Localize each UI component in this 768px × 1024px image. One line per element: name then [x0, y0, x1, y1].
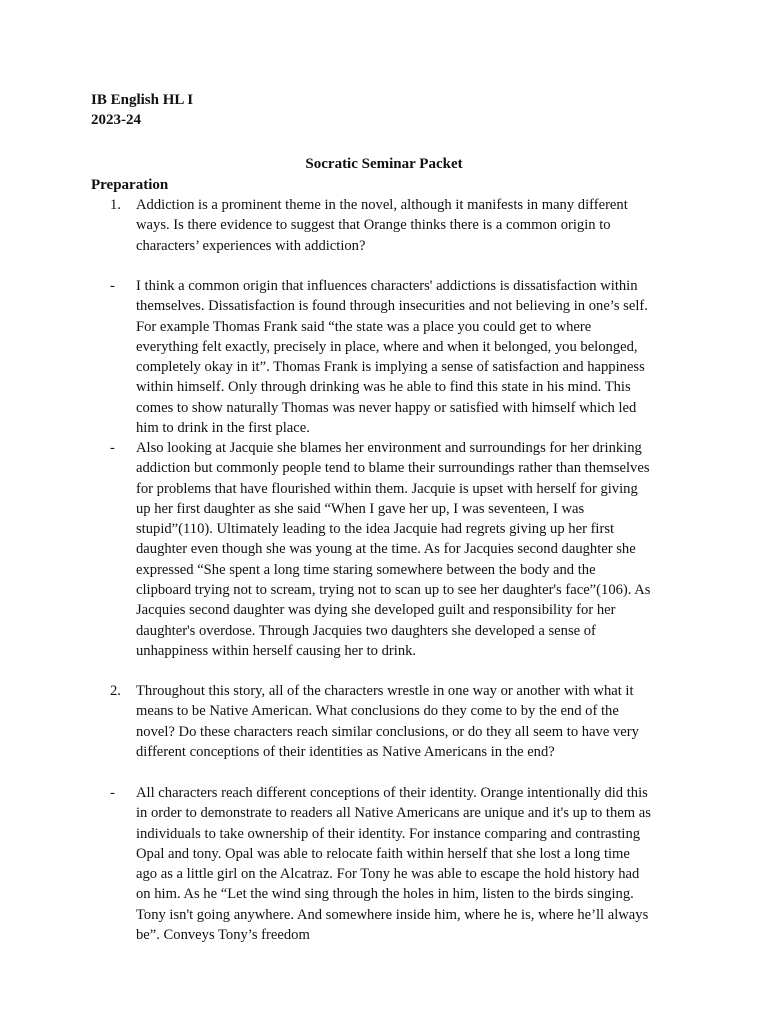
list-marker: - — [110, 278, 115, 294]
answer-text: Also looking at Jacquie she blames her environment and surroundings for her drinking addiction but commonly people tend to blame their surroundings rather than themselves for problems that have flourished within them. Jacquie is upset with herself for giving up her first daughter as she said “When I gave her up, I was seventeen, I was stupid”(110). Ultimately leading to the idea Jacquie had regrets giving up her first daughter even though she was young at the time. As for Jacquies second daughter she expressed “She spent a long time staring somewhere between the body and the clipboard trying not to scream, trying not to scan up to see her daughter's face”(106). As Jacquies second daughter was dying she developed guilt and responsibility for her daughter's overdose. Through Jacquies two daughters she developed a sense of unhappiness within herself causing her to drink. — [136, 440, 651, 659]
question-1 — [110, 195, 654, 256]
course-name: IB English HL I — [91, 92, 194, 108]
section-heading: Preparation — [91, 177, 169, 193]
list-marker: - — [110, 785, 115, 801]
list-marker: 1. — [110, 197, 121, 213]
school-year: 2023-24 — [91, 112, 141, 128]
page-title: Socratic Seminar Packet — [305, 156, 463, 172]
list-marker: 2. — [110, 683, 121, 699]
answer-1a — [110, 276, 654, 438]
question-text: Addiction is a prominent theme in the novel, although it manifests in many different ways. Is there evidence to suggest that Orange thinks there is a common origin to characters’ experiences with addiction? — [136, 197, 628, 254]
answer-text: I think a common origin that influences characters' addictions is dissatisfaction within themselves. Dissatisfaction is found through insecurities and not believing in one’s self. For example Thomas Frank said “the state was a place you could get to where everything felt exactly, precisely in place, where and when it belonged, you belonged, completely okay in it”. Thomas Frank is implying a sense of satisfaction and happiness within himself. Only through drinking was he able to find this state in his mind. This comes to show naturally Thomas was never happy or satisfied with himself which led him to drink in the first place. — [136, 278, 648, 437]
answer-1b — [110, 438, 654, 661]
answer-text: All characters reach different conceptions of their identity. Orange intentionally did this in order to demonstrate to readers all Native Americans are unique and it's up to them as individuals to take ownership of their identity. For instance comparing and contrasting Opal and tony. Opal was able to relocate faith within herself that she lost a long time ago as a little girl on the Alcatraz. For Tony he was able to escape the hold history had on him. As he “Let the wind sing through the holes in him, listen to the birds singing. Tony isn't going anywhere. And somewhere inside him, where he is, where he’ll always be”. Conveys Tony’s freedom — [136, 785, 651, 944]
list-marker: - — [110, 440, 115, 456]
question-2 — [110, 681, 654, 762]
question-text: Throughout this story, all of the characters wrestle in one way or another with what it means to be Native American. What conclusions do they come to by the end of the novel? Do these characters reach similar conclusions, or do they all seem to have very different conceptions of their identities as Native Americans in the end? — [136, 683, 639, 760]
document-header — [91, 90, 193, 130]
answer-2a — [110, 783, 654, 945]
